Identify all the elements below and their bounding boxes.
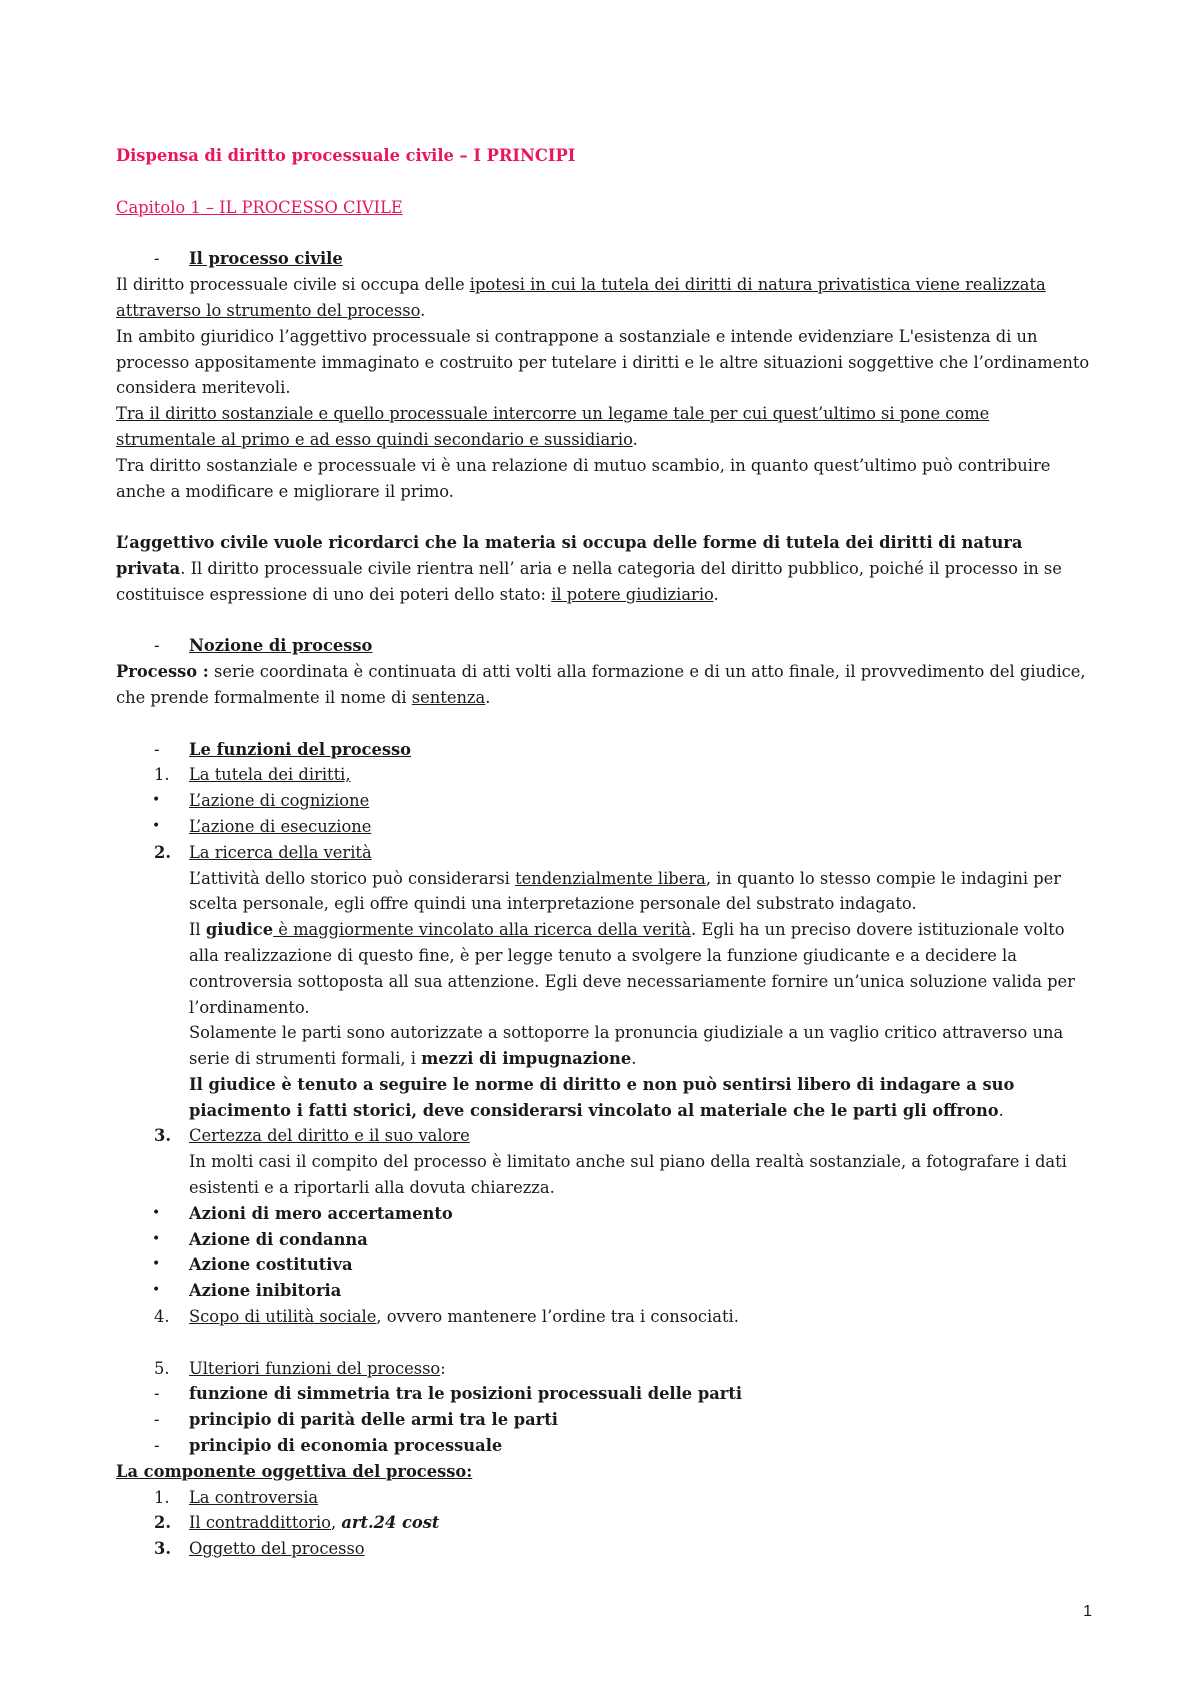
dash-marker: - [154, 249, 160, 269]
list-item [116, 1407, 1091, 1433]
text-run: . [998, 1100, 1004, 1120]
list-item-text: Certezza del diritto e il suo valore [189, 1126, 470, 1146]
list-item [116, 840, 1091, 866]
list-item-text: La tutela dei diritti, [189, 765, 351, 785]
spacer [116, 221, 1091, 247]
text-run: , [330, 1513, 342, 1533]
bold-text: Il giudice è tenuto a seguire le norme di diritto e non può sentirsi libero di indagare a suo piacimento i fatti storici, deve considerarsi vincolato al materiale che le parti gli offrono [189, 1074, 1015, 1120]
list-item-text: Il contraddittorio [189, 1513, 331, 1533]
text-run: . Il diritto processuale civile rientra nell’ aria e nella categoria del diritto pubblico, poiché il processo in se costituisce espressione di uno dei poteri dello stato: [116, 558, 1062, 604]
paragraph [116, 1020, 1091, 1072]
list-item-text: La ricerca della verità [189, 842, 372, 862]
spacer [116, 1330, 1091, 1356]
underlined-text: Tra il diritto sostanziale e quello processuale intercorre un legame tale per cui quest’ultimo si pone come strumentale al primo e ad esso quindi secondario e sussidiario [116, 404, 990, 449]
text-run: : [440, 1358, 446, 1378]
chapter-heading: Capitolo 1 – IL PROCESSO CIVILE [116, 197, 403, 217]
section-heading-nozione [116, 633, 1091, 659]
dash-marker: - [154, 1436, 160, 1456]
bold-italic-text: art.24 cost [341, 1513, 440, 1533]
bullet-icon: • [152, 1256, 161, 1273]
list-number: 5. [154, 1358, 170, 1378]
list-number: 2. [154, 1513, 171, 1533]
paragraph [116, 530, 1091, 607]
list-number: 1. [154, 765, 170, 785]
list-item-text: L’azione di cognizione [189, 791, 370, 811]
paragraph [116, 401, 1091, 453]
spacer [116, 608, 1091, 634]
list-item-text: funzione di simmetria tra le posizioni processuali delle parti [189, 1384, 743, 1404]
text-run: , ovvero mantenere l’ordine tra i consociati. [376, 1307, 739, 1327]
section-heading-text: Le funzioni del processo [189, 739, 412, 759]
list-item [116, 1510, 1091, 1536]
document-body [116, 143, 1091, 1562]
list-item [116, 1356, 1091, 1382]
list-item [116, 1252, 1091, 1278]
list-number: 3. [154, 1126, 171, 1146]
list-item [116, 1381, 1091, 1407]
text-run: , in quanto lo stesso compie le indagini per scelta personale, egli offre quindi una interpretazione personale del substrato indagato. [189, 868, 1062, 914]
list-item [116, 814, 1091, 840]
page-number: 1 [1083, 1603, 1092, 1620]
paragraph: In molti casi il compito del processo è limitato anche sul piano della realtà sostanziale, a fotografare i dati esistenti e a riportarli alla dovuta chiarezza. [189, 1152, 1067, 1198]
list-number: 4. [154, 1307, 170, 1327]
text-run: . [713, 584, 719, 604]
spacer [116, 504, 1091, 530]
text-run: Solamente le parti sono autorizzate a sottoporre la pronuncia giudiziale a un vaglio critico attraverso una serie di strumenti formali, i [189, 1023, 1064, 1069]
list-item-text: Ulteriori funzioni del processo [189, 1358, 441, 1378]
list-item [116, 1536, 1091, 1562]
section-heading-processo-civile [116, 246, 1091, 272]
list-item-text: Oggetto del processo [189, 1539, 365, 1559]
list-item [116, 762, 1091, 788]
underlined-text: tendenzialmente libera [515, 868, 706, 888]
list-item-text: Azione costitutiva [189, 1255, 353, 1275]
list-item-text: Azione inibitoria [189, 1281, 342, 1301]
list-item-text: principio di economia processuale [189, 1436, 503, 1456]
list-item [116, 1227, 1091, 1253]
bullet-icon: • [152, 1204, 161, 1221]
paragraph: In ambito giuridico l’aggettivo processuale si contrappone a sostanziale e intende evidenziare L'esistenza di un processo appositamente immaginato e costruito per tutelare i diritti e le altre situazioni soggettive che l’ordinamento considera meritevoli. [116, 326, 1090, 398]
bullet-icon: • [152, 817, 161, 834]
text-run: . Egli ha un preciso dovere istituzionale volto alla realizzazione di questo fine, è per legge tenuto a svolgere la funzione giudicante e a decidere la controversia sottoposta all sua attenzione. Egli deve necessariamente fornire un’unica soluzione valida per l’ordinamento. [189, 920, 1075, 1017]
text-run: Il diritto processuale civile si occupa delle [116, 275, 470, 295]
list-item-text: Scopo di utilità sociale [189, 1307, 377, 1327]
paragraph [116, 866, 1091, 918]
paragraph [116, 659, 1091, 711]
list-item [116, 1304, 1091, 1330]
paragraph [116, 917, 1091, 1020]
bold-text: L’aggettivo civile vuole ricordarci che la materia si occupa delle forme di tutela dei diritti di natura privata [116, 533, 1023, 578]
bold-text: giudice [205, 920, 274, 940]
underlined-text: è maggiormente vincolato alla ricerca della verità [273, 920, 691, 940]
section-heading-text: Il processo civile [189, 249, 343, 269]
text-run: Il [189, 920, 206, 940]
bold-text: Processo : [116, 662, 209, 682]
section-heading-text: Nozione di processo [189, 636, 373, 656]
list-item-text: principio di parità delle armi tra le parti [189, 1410, 558, 1430]
dash-marker: - [154, 636, 160, 656]
section-heading-componente-oggettiva: La componente oggettiva del processo: [116, 1461, 473, 1481]
paragraph [116, 272, 1091, 324]
text-run: . [485, 687, 491, 707]
list-number: 1. [154, 1487, 170, 1507]
text-run: serie coordinata è continuata di atti volti alla formazione e di un atto finale, il provvedimento del giudice, che prende formalmente il nome di [116, 662, 1086, 707]
list-item-text: Azione di condanna [189, 1229, 368, 1249]
dash-marker: - [154, 739, 160, 759]
list-item-text: Azioni di mero accertamento [189, 1203, 453, 1223]
list-number: 2. [154, 842, 171, 862]
text-run: L’attività dello storico può considerarsi [189, 868, 516, 888]
spacer [116, 711, 1091, 737]
list-item [116, 1433, 1091, 1459]
list-item [116, 1123, 1091, 1149]
bullet-icon: • [152, 1230, 161, 1247]
underlined-text: ipotesi in cui la tutela dei diritti di natura privatistica viene realizzata attraverso lo strumento del processo [116, 275, 1046, 320]
list-item-text: La controversia [189, 1487, 319, 1507]
underlined-text: sentenza [411, 687, 486, 707]
list-number: 3. [154, 1539, 171, 1559]
section-heading-funzioni [116, 737, 1091, 763]
list-item-text: L’azione di esecuzione [189, 816, 372, 836]
paragraph: Tra diritto sostanziale e processuale vi è una relazione di mutuo scambio, in quanto quest’ultimo può contribuire anche a modificare e migliorare il primo. [116, 455, 1051, 501]
text-run: . [420, 300, 426, 320]
list-item [116, 788, 1091, 814]
list-item [116, 1201, 1091, 1227]
bullet-icon: • [152, 792, 161, 809]
paragraph [116, 1072, 1091, 1124]
list-item [116, 1278, 1091, 1304]
document-title: Dispensa di diritto processuale civile – I PRINCIPI [116, 146, 576, 165]
text-run: . [631, 1049, 637, 1069]
underlined-text: il potere giudiziario [551, 584, 714, 604]
bold-text: mezzi di impugnazione [421, 1049, 632, 1069]
text-run: . [632, 429, 638, 449]
bullet-icon: • [152, 1282, 161, 1299]
dash-marker: - [154, 1384, 160, 1404]
dash-marker: - [154, 1410, 160, 1430]
list-item [116, 1485, 1091, 1511]
